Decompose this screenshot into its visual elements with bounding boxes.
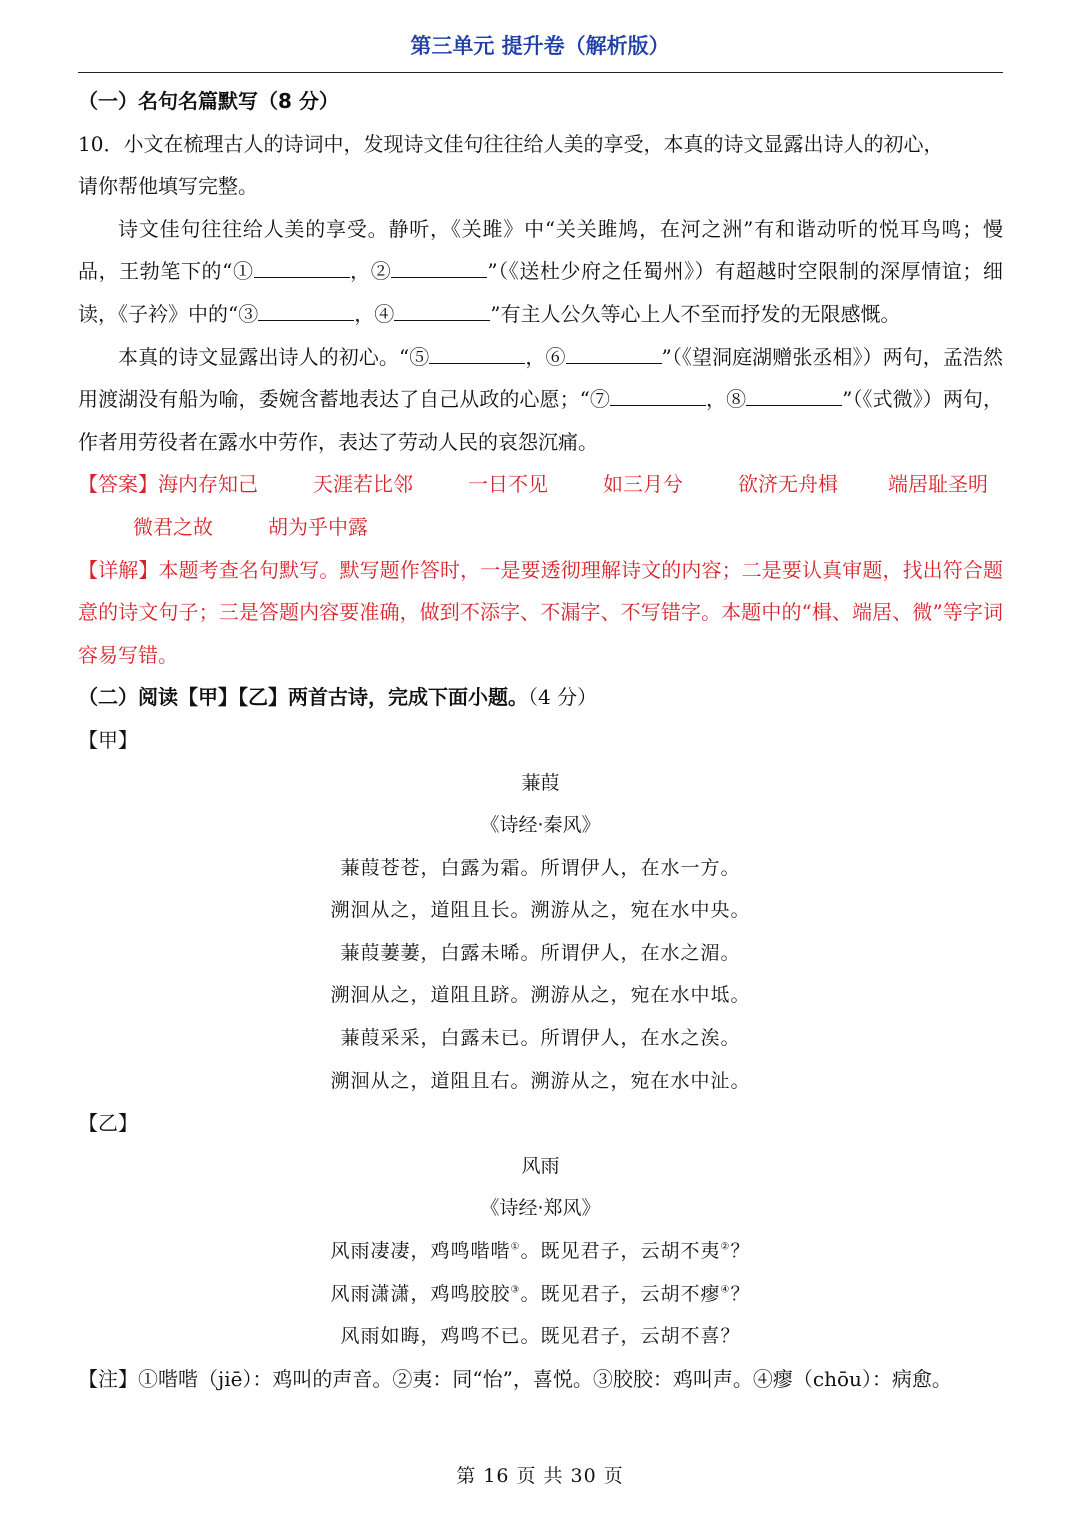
answer-item: 端居耻圣明 (888, 472, 988, 497)
section1-heading: （一）名句名篇默写（8 分） (78, 89, 339, 113)
para1-text-1: 诗文佳句往往给人美的享受。静听，《关雎》中“关关雎鸠，在河之洲”有和谐动听的悦耳鸟鸣；慢品，王勃笔下的“① (78, 216, 1003, 284)
poem-yi-text: 风雨凄凄，鸡鸣喈喈 (330, 1240, 511, 1263)
analysis-label: 【详解】 (78, 557, 159, 582)
question-10-line2: 请你帮他填写完整。 (78, 174, 258, 199)
answer-block (78, 463, 1003, 548)
blank-8 (746, 385, 842, 406)
poem-yi-text: ？ (730, 1240, 751, 1263)
para1-text-5: ”有主人公久等心上人不至而抒发的无限感慨。 (490, 301, 901, 326)
poem-yi-line-2 (78, 1273, 1003, 1316)
answer-item: 天涯若比邻 (313, 472, 413, 497)
section2-heading-line (78, 676, 1003, 719)
blank-5 (429, 343, 525, 364)
poem-jia-line: 溯洄从之，道阻且长。溯游从之，宛在水中央。 (330, 899, 751, 922)
answer-item: 欲济无舟楫 (738, 472, 838, 497)
poem-yi-tag: 【乙】 (78, 1111, 138, 1136)
answer-label: 【答案】 (78, 472, 158, 497)
poem-jia-source: 《诗经·秦风》 (480, 814, 601, 837)
poem-yi-text: 风雨潇潇，鸡鸣胶胶 (330, 1282, 511, 1305)
poem-yi-text: 。既见君子，云胡不夷 (520, 1240, 721, 1263)
question-10-line1: 10．小文在梳理古人的诗词中，发现诗文佳句往往给人美的享受，本真的诗文显露出诗人的初心， (78, 131, 944, 156)
answer-item: 海内存知己 (158, 472, 258, 497)
poem-jia-line: 溯洄从之，道阻且跻。溯游从之，宛在水中坻。 (330, 984, 751, 1007)
page-number: 第 16 页 共 30 页 (456, 1465, 624, 1487)
para1-text-2: ，② (349, 259, 392, 284)
blank-7 (610, 385, 706, 406)
para2-text-4: ，⑧ (705, 387, 747, 412)
analysis-block (78, 549, 1003, 677)
poem-yi-text: 。既见君子，云胡不瘳 (520, 1282, 721, 1305)
section2-score: （4 分） (528, 685, 598, 710)
footnote-marker: ① (510, 1241, 521, 1253)
poem-jia-title: 蒹葭 (521, 771, 560, 794)
poem-jia-tag: 【甲】 (78, 727, 138, 752)
para2-text-2: ，⑥ (525, 344, 566, 369)
page-content (78, 80, 1003, 1400)
poem-yi-source: 《诗经·郑风》 (480, 1197, 601, 1220)
para2-text-5: ”（《式微》）两句，作者用劳役者在露水中劳作，表达了劳动人民的哀怨沉痛。 (78, 387, 1003, 454)
answer-item: 如三月兮 (603, 472, 683, 497)
poem-jia-line: 蒹葭萋萋，白露未晞。所谓伊人，在水之湄。 (340, 941, 741, 964)
footnote-marker: ② (720, 1241, 731, 1253)
para1-text-3: ”（《送杜少府之任蜀州》）有超越时空限制的深厚情谊；细读，《子衿》中的“③ (78, 259, 1003, 326)
para2-text-3: ”（《望洞庭湖赠张丞相》）两句，孟浩然用渡湖没有船为喻，委婉含蓄地表达了自己从政的心愿；“⑦ (78, 344, 1004, 412)
blank-2 (391, 257, 487, 278)
section2-heading: （二）阅读【甲】【乙】两首古诗，完成下面小题。 (78, 685, 528, 710)
answer-item: 胡为乎中露 (268, 514, 368, 539)
footnote-marker: ③ (510, 1284, 521, 1296)
page-header: 第三单元 提升卷（解析版） (410, 34, 670, 58)
fill-paragraph-2 (78, 336, 1003, 464)
fill-paragraph-1 (78, 208, 1003, 336)
poem-note: 【注】①喈喈（jiē）：鸡叫的声音。②夷：同“怡”，喜悦。③胶胶：鸡叫声。④瘳（chōu）：病愈。 (78, 1366, 952, 1391)
poem-jia-line: 蒹葭苍苍，白露为霜。所谓伊人，在水一方。 (340, 856, 741, 879)
blank-4 (394, 300, 490, 321)
poem-yi-text: ？ (730, 1282, 751, 1305)
poem-yi-line-1 (78, 1230, 1003, 1273)
answer-item: 微君之故 (133, 514, 213, 539)
blank-1 (254, 257, 350, 278)
poem-jia-line: 蒹葭采采，白露未已。所谓伊人，在水之涘。 (340, 1027, 741, 1050)
blank-3 (258, 300, 354, 321)
blank-6 (566, 343, 662, 364)
poem-jia-line: 溯洄从之，道阻且右。溯游从之，宛在水中沚。 (330, 1069, 751, 1092)
footnote-marker: ④ (720, 1284, 731, 1296)
header-rule (78, 72, 1003, 73)
analysis-text: 本题考查名句默写。默写题作答时，一是要透彻理解诗文的内容；二是要认真审题，找出符合题意的诗文句子；三是答题内容要准确，做到不添字、不漏字、不写错字。本题中的“楫、端居、微”等字词容易写错。 (78, 557, 1004, 667)
para2-text-1: 本真的诗文显露出诗人的初心。“⑤ (118, 344, 430, 369)
answer-item: 一日不见 (468, 472, 548, 497)
para1-text-4: ，④ (354, 301, 395, 326)
poem-yi-title: 风雨 (521, 1154, 560, 1177)
poem-yi-line-3: 风雨如晦，鸡鸣不已。既见君子，云胡不喜？ (340, 1325, 741, 1348)
